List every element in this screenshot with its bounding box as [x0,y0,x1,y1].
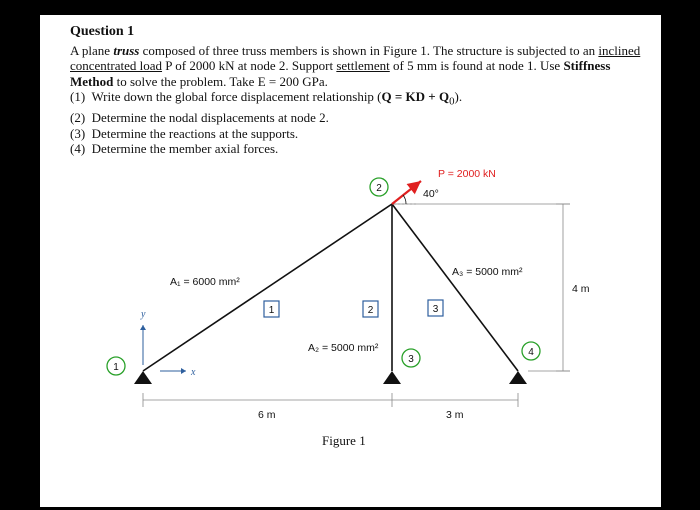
member-1-area: A₁ = 6000 mm² [170,276,240,288]
document-page [40,15,661,507]
load-label: P = 2000 kN [438,168,496,180]
dim-height: 4 m [572,283,590,295]
truss-figure [40,15,661,507]
support-node-4 [509,371,527,384]
member-1-number: 1 [268,305,275,316]
task-item: (1) Write down the global force displacement relationship (Q = KD + $Q_0$). [70,89,463,108]
question-title: Question 1 [70,24,135,39]
figure-caption: Figure 1 [322,433,366,448]
dim-left-span: 6 m [258,409,276,421]
dim-right-span: 3 m [446,409,464,421]
angle-label: 40° [423,188,439,200]
node-4-label: 4 [528,347,534,358]
problem-statement: A plane truss composed of three truss members is shown in Figure 1. The structure is subjected to an inclined concentrated load P of 2000 kN at node 2. Support settlement of 5 mm is found at node 1. Use Stiffness Method to solve the problem. Take E = 200 GPa. [70,43,641,89]
x-axis-label: x [191,367,196,378]
node-1-label: 1 [113,362,119,373]
load-arrow [392,181,421,204]
member-3-number: 3 [432,304,439,315]
member-2-area: A₂ = 5000 mm² [308,342,379,354]
member-2-number: 2 [367,305,374,316]
member-3 [392,204,518,371]
node-2-label: 2 [376,183,382,194]
task-item: (4) Determine the member axial forces. [70,141,279,157]
support-node-1 [134,371,152,384]
dimension-lines [143,204,570,407]
node-3-label: 3 [408,354,414,365]
member-labels [264,300,443,317]
task-item: (2) Determine the nodal displacements at node 2. [70,110,329,126]
y-axis-label: y [141,309,146,320]
support-node-3 [383,371,401,384]
task-item: (3) Determine the reactions at the supports. [70,125,299,141]
member-3-area: A₃ = 5000 mm² [452,266,523,278]
